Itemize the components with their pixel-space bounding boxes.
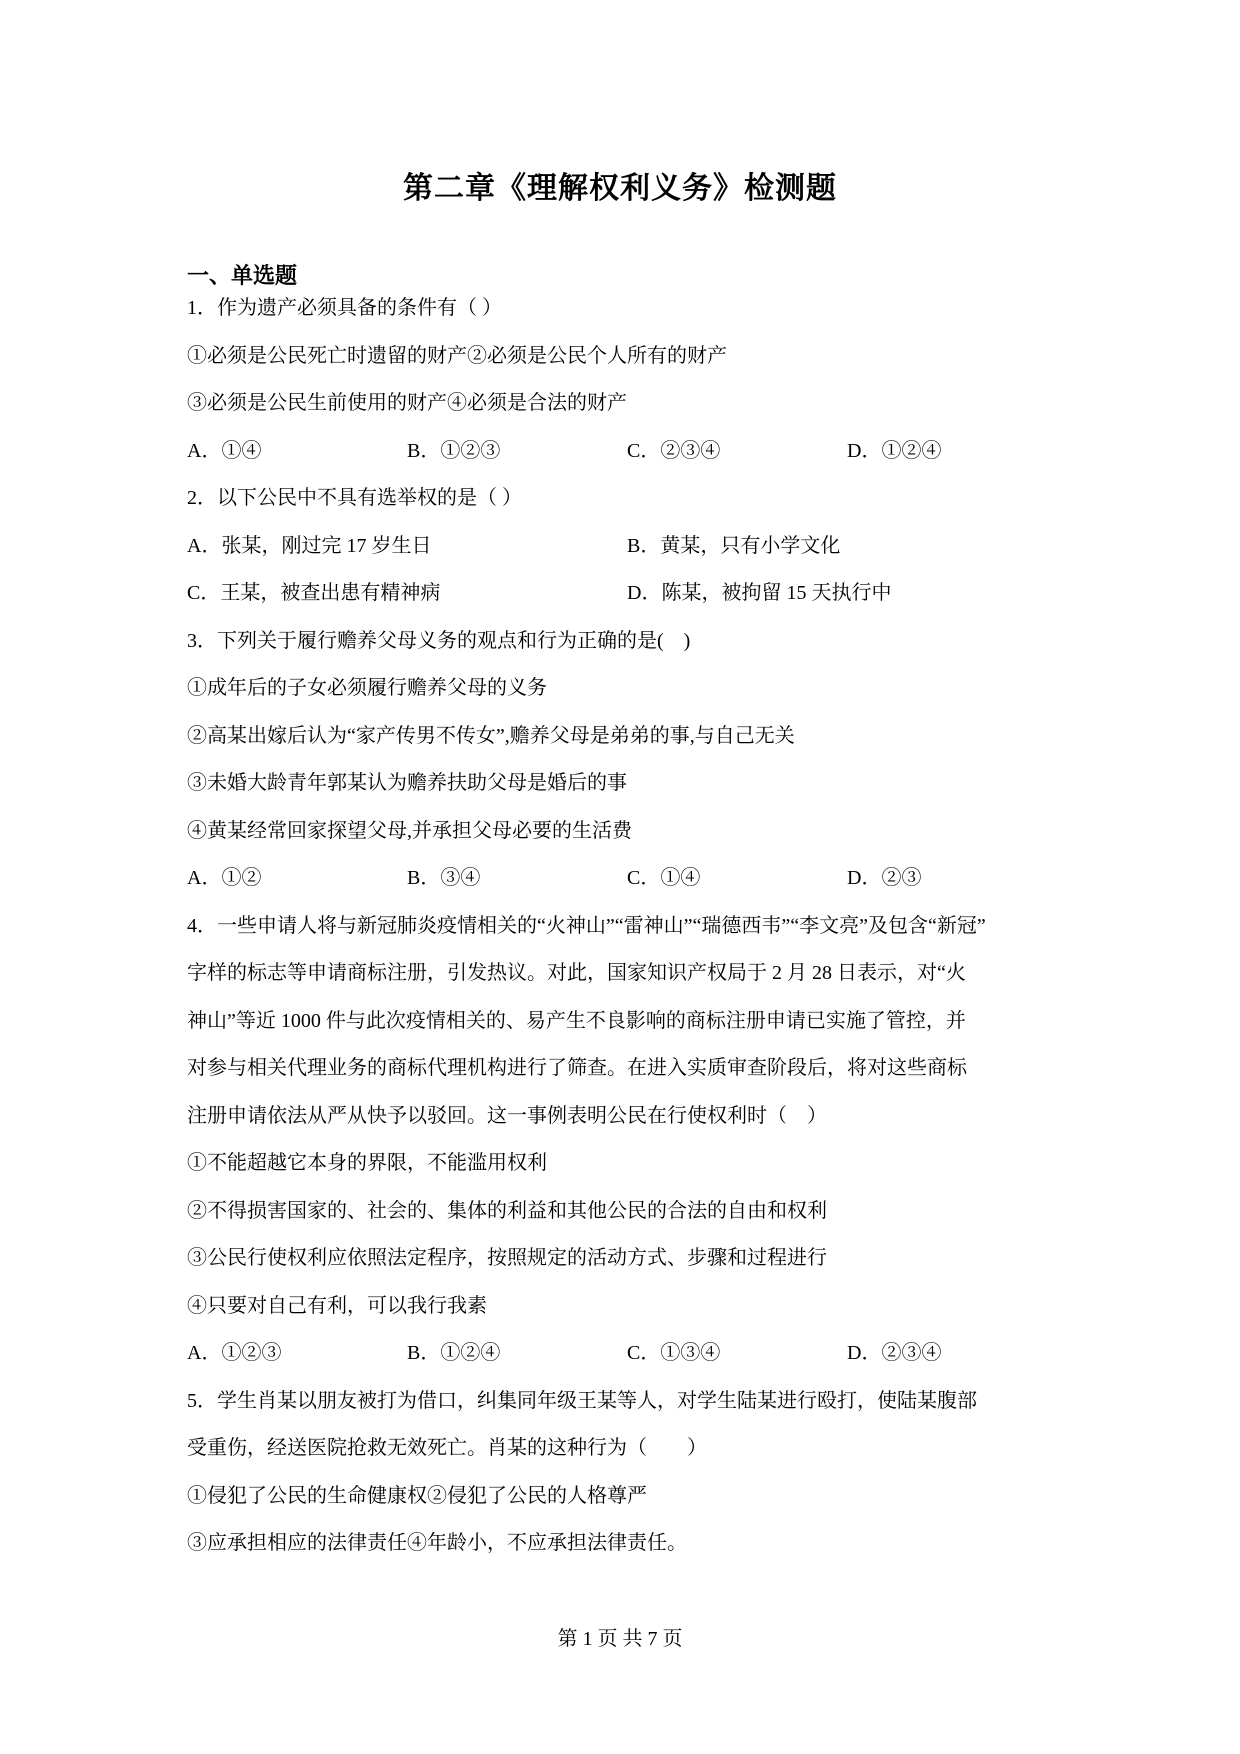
option-item: B．黄某，只有小学文化 (627, 534, 841, 557)
text-line: ①必须是公民死亡时遗留的财产②必须是公民个人所有的财产 (187, 344, 727, 367)
text-line: ③公民行使权利应依照法定程序，按照规定的活动方式、步骤和过程进行 (187, 1247, 827, 1269)
option-item: C．①④ (627, 867, 701, 889)
text-line: ②不得损害国家的、社会的、集体的利益和其他公民的合法的自由和权利 (187, 1199, 827, 1222)
option-item: C．①③④ (627, 1342, 721, 1364)
document-body (187, 295, 1062, 1578)
option-item: C．王某，被查出患有精神病 (187, 582, 441, 604)
option-item: B．③④ (407, 867, 481, 889)
option-item: B．①②④ (407, 1342, 501, 1364)
text-line: 字样的标志等申请商标注册，引发热议。对此，国家知识产权局于 2 月 28 日表示，对“火 (187, 962, 966, 984)
option-item: D．②③④ (847, 1342, 942, 1364)
text-line: ②高某出嫁后认为“家产传男不传女”,赡养父母是弟弟的事,与自己无关 (187, 724, 795, 747)
text-line: 2．以下公民中不具有选举权的是（ ） (187, 487, 522, 509)
option-item: A．①②③ (187, 1342, 282, 1364)
option-item: A．①② (187, 867, 262, 889)
text-line: 注册申请依法从严从快予以驳回。这一事例表明公民在行使权利时（ ） (187, 1104, 827, 1127)
text-line: 神山”等近 1000 件与此次疫情相关的、易产生不良影响的商标注册申请已实施了管控，并 (187, 1009, 966, 1032)
option-item: A．张某，刚过完 17 岁生日 (187, 534, 432, 557)
options-row (187, 438, 1062, 486)
text-line: ③必须是公民生前使用的财产④必须是合法的财产 (187, 392, 627, 414)
option-item: D．②③ (847, 867, 922, 889)
option-item: C．②③④ (627, 439, 721, 462)
text-line: ①成年后的子女必须履行赡养父母的义务 (187, 677, 547, 699)
section-heading: 一、单选题 (187, 263, 298, 288)
text-line: ④黄某经常回家探望父母,并承担父母必要的生活费 (187, 819, 632, 842)
option-item: D．陈某，被拘留 15 天执行中 (627, 582, 892, 604)
text-line: 对参与相关代理业务的商标代理机构进行了筛查。在进入实质审查阶段后，将对这些商标 (187, 1057, 967, 1079)
options-row (187, 580, 1062, 628)
page-title: 第二章《理解权利义务》检测题 (403, 172, 837, 205)
text-line: ③应承担相应的法律责任④年龄小，不应承担法律责任。 (187, 1532, 687, 1554)
options-row (187, 533, 1062, 581)
text-line: ①侵犯了公民的生命健康权②侵犯了公民的人格尊严 (187, 1484, 647, 1507)
text-line: 5．学生肖某以朋友被打为借口，纠集同年级王某等人，对学生陆某进行殴打，使陆某腹部 (187, 1389, 977, 1412)
option-item: D．①②④ (847, 439, 942, 462)
option-item: B．①②③ (407, 439, 501, 462)
option-item: A．①④ (187, 439, 262, 462)
text-line: 3．下列关于履行赡养父母义务的观点和行为正确的是( ) (187, 629, 691, 652)
text-line: 受重伤，经送医院抢救无效死亡。肖某的这种行为（ ） (187, 1437, 707, 1459)
page-footer: 第 1 页 共 7 页 (557, 1628, 683, 1650)
options-row (187, 865, 1062, 913)
text-line: 4．一些申请人将与新冠肺炎疫情相关的“火神山”“雷神山”“瑞德西韦”“李文亮”及包含“新冠” (187, 914, 986, 937)
options-row (187, 1340, 1062, 1388)
text-line: ④只要对自己有利，可以我行我素 (187, 1294, 487, 1317)
text-line: ③未婚大龄青年郭某认为赡养扶助父母是婚后的事 (187, 772, 627, 794)
text-line: ①不能超越它本身的界限，不能滥用权利 (187, 1152, 547, 1174)
text-line: 1．作为遗产必须具备的条件有（ ） (187, 297, 502, 319)
